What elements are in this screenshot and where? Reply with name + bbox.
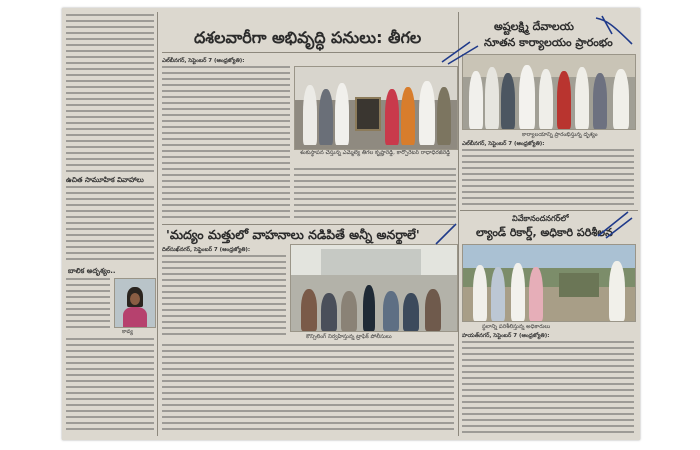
liquor-story-dateline: దిల్‌సుఖ్‌నగర్, సెప్టెంబర్ 7 (ఆంధ్రజ్యోతి):: [162, 247, 251, 253]
left-column-text: [66, 278, 110, 330]
vivekananda-photo: [462, 244, 636, 322]
liquor-story-photo-caption: కౌన్సిలింగ్ నిర్వహిస్తున్న ట్రాఫిక్ పోలీసులు: [306, 334, 392, 340]
main-story-headline: దశలవారీగా అభివృద్ధి పనులు: తీగల: [194, 28, 422, 47]
missing-girl-caption: కావ్య: [122, 329, 133, 335]
left-column-subhead: ఉచిత సామూహిక వివాహాలు: [66, 176, 144, 184]
vivekananda-subhead: వివేకానందనగర్‌లో: [512, 214, 569, 223]
top-right-headline-line1: అష్టలక్ష్మి దేవాలయ: [494, 20, 574, 33]
liquor-story-photo: [290, 244, 458, 332]
vivekananda-headline: ల్యాండ్ రికార్డ్, అధికారి పరిశీలన: [476, 226, 613, 239]
newspaper-clipping: [62, 8, 640, 440]
vivekananda-dateline: హయత్‌నగర్, సెప్టెంబర్ 7 (ఆంధ్రజ్యోతి):: [462, 333, 550, 339]
left-column-text: [66, 338, 154, 434]
main-story-text: [294, 168, 456, 220]
main-story-photo-caption: శంకుస్థాపన చేస్తున్న ఎమ్మెల్యే తీగల కృష్ణారెడ్డి, కార్పొరేటర్ రాధాధీరజ్‌రెడ్డి: [299, 150, 451, 156]
liquor-story-text: [162, 255, 286, 339]
pen-mark: [592, 14, 636, 48]
top-right-headline-line2: నూతన కార్యాలయం ప్రారంభం: [484, 36, 613, 49]
top-right-photo: [462, 54, 636, 130]
section-divider: [162, 224, 454, 225]
missing-girl-photo: [114, 278, 156, 328]
pen-mark: [432, 220, 460, 248]
liquor-story-headline: 'మద్యం మత్తులో వాహనాలు నడిపితే అన్నీ అనర్థాలే': [166, 227, 420, 242]
top-right-dateline: ఎల్‌బీనగర్, సెప్టెంబర్ 7 (ఆంధ్రజ్యోతి):: [462, 141, 545, 147]
vivekananda-photo-caption: స్థలాన్ని పరిశీలిస్తున్న అధికారులు: [482, 324, 551, 330]
top-right-photo-caption: కార్యాలయాన్ని ప్రారంభిస్తున్న దృశ్యం: [522, 132, 598, 138]
left-column-text: [66, 186, 154, 264]
main-story-photo: [294, 66, 458, 150]
main-story-dateline: ఎల్‌బీనగర్, సెప్టెంబర్ 7 (ఆంధ్రజ్యోతి):: [162, 58, 245, 64]
vivekananda-text: [462, 341, 634, 433]
top-right-text: [462, 149, 634, 207]
pen-mark: [594, 208, 634, 240]
main-story-text: [162, 66, 290, 220]
left-column-subhead: బాలిక అదృశ్యం..: [68, 267, 116, 275]
pen-mark: [440, 36, 480, 66]
liquor-story-text: [162, 344, 454, 434]
headline-rule: [162, 52, 454, 53]
left-column-text: [66, 14, 154, 174]
column-divider: [157, 12, 158, 436]
